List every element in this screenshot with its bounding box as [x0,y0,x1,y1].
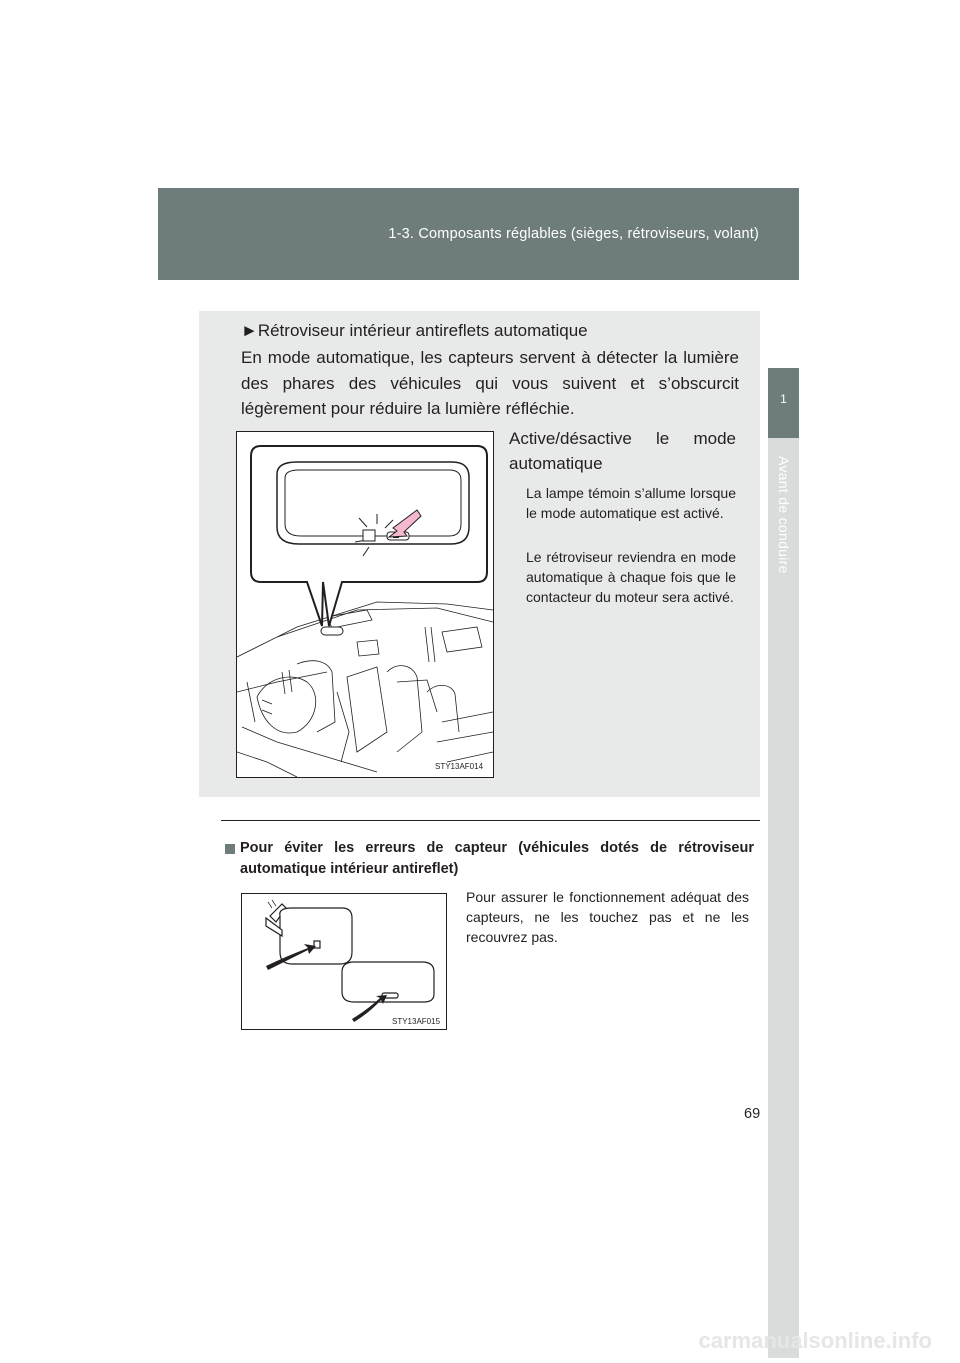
mirror-interior-drawing [237,432,493,777]
section-bullet [225,844,235,854]
header-band [158,188,799,280]
sensor-drawing [242,894,446,1029]
watermark [0,1326,960,1358]
section-heading: Pour éviter les erreurs de capteur (véhicules dotés de rétroviseur automatique intérieur antireflet) [240,840,754,877]
box-heading: ►Rétroviseur intérieur antireflets automatique [241,321,588,340]
active-mode-note-2: Le rétroviseur reviendra en mode automatique à chaque fois que le contacteur du moteur sera activé. [526,549,736,605]
active-mode-title: Active/désactive le mode automatique [509,429,736,473]
svg-text:carmanualsonline.info: carmanualsonline.info [698,1328,932,1353]
info-box [199,311,760,797]
chapter-side-band [768,438,799,1358]
watermark-logo [0,1326,960,1358]
active-mode-note-1: La lampe témoin s’allume lorsque le mode automatique est activé. [526,485,736,521]
section-body-text: Pour assurer le fonctionnement adéquat des capteurs, ne les touchez pas et ne les recouvrez pas. [466,889,749,945]
chapter-number: 1 [780,392,787,406]
page-number: 69 [744,1106,761,1122]
sensor-illustration [241,893,447,1030]
figure-code-2: STY13AF015 [392,1017,441,1026]
divider [221,820,760,821]
section-title: 1-3. Composants réglables (sièges, rétroviseurs, volant) [388,226,759,242]
box-body-text: En mode automatique, les capteurs servent à détecter la lumière des phares des véhicules qui vous suivent et s’obscurcit légèrement pour réduire la lumière réfléchie. [241,348,739,418]
chapter-tab [768,368,799,438]
chapter-label: Avant de conduire [776,456,792,574]
mirror-interior-illustration [236,431,494,778]
figure-code: STY13AF014 [435,762,484,771]
